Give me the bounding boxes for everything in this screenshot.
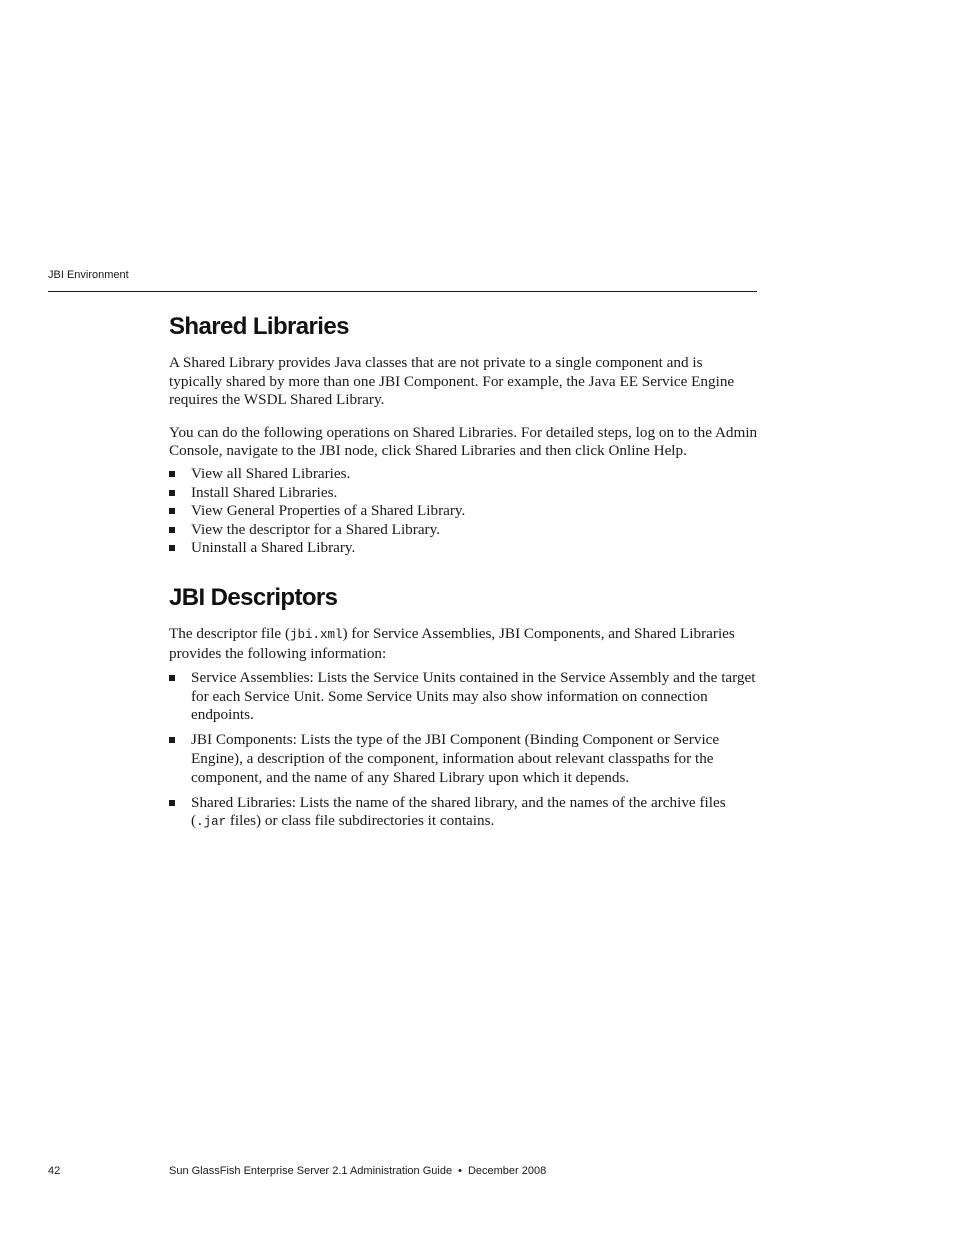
bullet-icon [169, 800, 175, 806]
section-heading-jbi-descriptors: JBI Descriptors [169, 583, 338, 611]
list-item [169, 502, 759, 521]
header-rule [48, 291, 757, 292]
intro-text-after: ) for Service Assemblies, JBI Components, and Shared Libraries provides the following information: [169, 624, 735, 662]
intro-text-before: The descriptor file ( [169, 624, 291, 642]
page-number: 42 [48, 1165, 61, 1177]
list-item-text: Install Shared Libraries. [191, 483, 338, 501]
book-title: Sun GlassFish Enterprise Server 2.1 Administration Guide [169, 1165, 453, 1177]
list-item [169, 794, 759, 832]
paragraph-descriptor-intro [169, 625, 759, 663]
extension-code: .jar [196, 815, 227, 830]
section-heading-shared-libraries: Shared Libraries [169, 313, 349, 340]
footer-book-info [169, 1165, 546, 1177]
footer-separator: • [458, 1165, 462, 1177]
list-item [169, 539, 759, 558]
running-header: JBI Environment [48, 269, 129, 281]
list-item [169, 484, 759, 503]
paragraph-shared-library-operations: You can do the following operations on Shared Libraries. For detailed steps, log on to the Admin Console, navigate to the JBI node, click Shared Libraries and then click Online Help. [169, 423, 758, 460]
list-item-text-after: files) or class file subdirectories it contains. [226, 812, 495, 830]
bullet-icon [169, 490, 175, 496]
list-item [169, 669, 759, 725]
bullet-icon [169, 527, 175, 533]
operations-list [169, 465, 759, 558]
list-item-text-before: Shared Libraries: Lists the name of the shared library, and the names of the archive files ( [191, 793, 726, 830]
page-content [169, 308, 759, 838]
list-item-text: Service Assemblies: Lists the Service Units contained in the Service Assembly and the target for each Service Unit. Some Service Units may also show information on connection endpoints. [191, 669, 756, 724]
bullet-icon [169, 675, 175, 681]
paragraph-shared-library-intro: A Shared Library provides Java classes that are not private to a single component and is typically shared by more than one JBI Component. For example, the Java EE Service Engine requires the WSDL Shared Library. [169, 354, 735, 409]
filename-code: jbi.xml [290, 627, 343, 642]
list-item-text: View all Shared Libraries. [191, 464, 351, 482]
list-item-text: View General Properties of a Shared Library. [191, 502, 466, 520]
descriptor-info-list [169, 669, 759, 832]
list-item-text: View the descriptor for a Shared Library. [191, 520, 441, 538]
list-item [169, 465, 759, 484]
publication-date: December 2008 [467, 1165, 547, 1177]
list-item-text: Uninstall a Shared Library. [191, 539, 356, 557]
bullet-icon [169, 471, 175, 477]
list-item [169, 731, 759, 787]
bullet-icon [169, 737, 175, 743]
list-item-text: JBI Components: Lists the type of the JBI Component (Binding Component or Service Engine), a description of the component, information about relevant classpaths for the component, and the name of any Shared Library upon which it depends. [191, 731, 720, 786]
bullet-icon [169, 508, 175, 514]
bullet-icon [169, 545, 175, 551]
list-item [169, 521, 759, 540]
